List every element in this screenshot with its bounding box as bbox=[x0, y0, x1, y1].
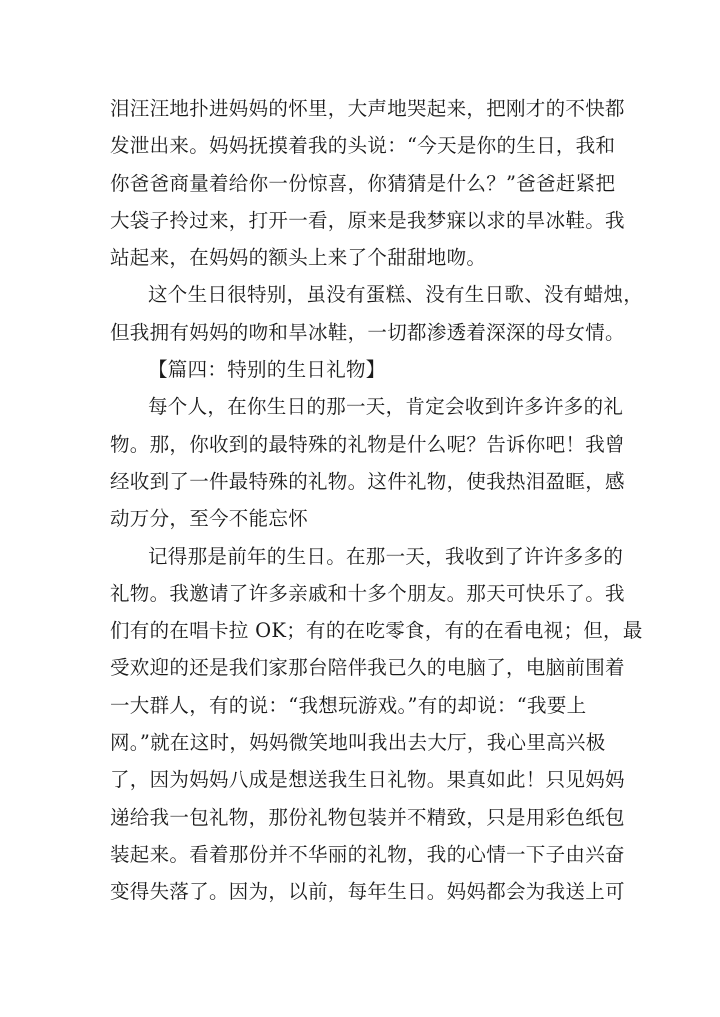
text-line: 物。那，你收到的最特殊的礼物是什么呢？告诉你吧！我曾 bbox=[110, 432, 625, 456]
paragraph-start-line: 每个人，在你生日的那一天，肯定会收到许多许多的礼 bbox=[148, 395, 624, 419]
text-line: 装起来。看着那份并不华丽的礼物，我的心情一下子由兴奋 bbox=[110, 842, 625, 866]
text-line: 动万分，至今不能忘怀 bbox=[110, 507, 309, 531]
text-line: 经收到了一件最特殊的礼物。这件礼物，使我热泪盈眶，感 bbox=[110, 469, 625, 493]
text-line: 礼物。我邀请了许多亲戚和十多个朋友。那天可快乐了。我 bbox=[110, 581, 625, 605]
text-line: 受欢迎的还是我们家那台陪伴我已久的电脑了，电脑前围着 bbox=[110, 656, 625, 680]
text-line: 大袋子拎过来，打开一看，原来是我梦寐以求的旱冰鞋。我 bbox=[110, 208, 625, 232]
text-line: 们有的在唱卡拉 OK；有的在吃零食，有的在看电视；但，最 bbox=[110, 619, 643, 643]
text-line: 你爸爸商量着给你一份惊喜，你猜猜是什么？”爸爸赶紧把 bbox=[110, 171, 616, 195]
text-line: 站起来，在妈妈的额头上来了个甜甜地吻。 bbox=[110, 246, 487, 270]
text-line: 递给我一包礼物，那份礼物包装并不精致，只是用彩色纸包 bbox=[110, 805, 625, 829]
text-line: 一大群人，有的说：“我想玩游戏。”有的却说：“我要上 bbox=[110, 693, 587, 717]
paragraph-start-line: 这个生日很特别，虽没有蛋糕、没有生日歌、没有蜡烛， bbox=[148, 283, 644, 307]
text-line: 网。”就在这时，妈妈微笑地叫我出去大厅，我心里高兴极 bbox=[110, 731, 606, 755]
text-line: 但我拥有妈妈的吻和旱冰鞋，一切都渗透着深深的母女情。 bbox=[110, 320, 625, 344]
text-line: 了，因为妈妈八成是想送我生日礼物。果真如此！只见妈妈 bbox=[110, 768, 625, 792]
text-line: 泪汪汪地扑进妈妈的怀里，大声地哭起来，把刚才的不快都 bbox=[110, 97, 625, 120]
paragraph-start-line: 记得那是前年的生日。在那一天，我收到了许许多多的 bbox=[148, 544, 624, 568]
section-heading: 【篇四：特别的生日礼物】 bbox=[148, 358, 386, 382]
text-line: 发泄出来。妈妈抚摸着我的头说：“今天是你的生日，我和 bbox=[110, 134, 616, 158]
document-body bbox=[110, 90, 644, 911]
text-line: 变得失落了。因为，以前，每年生日。妈妈都会为我送上可 bbox=[110, 880, 625, 904]
